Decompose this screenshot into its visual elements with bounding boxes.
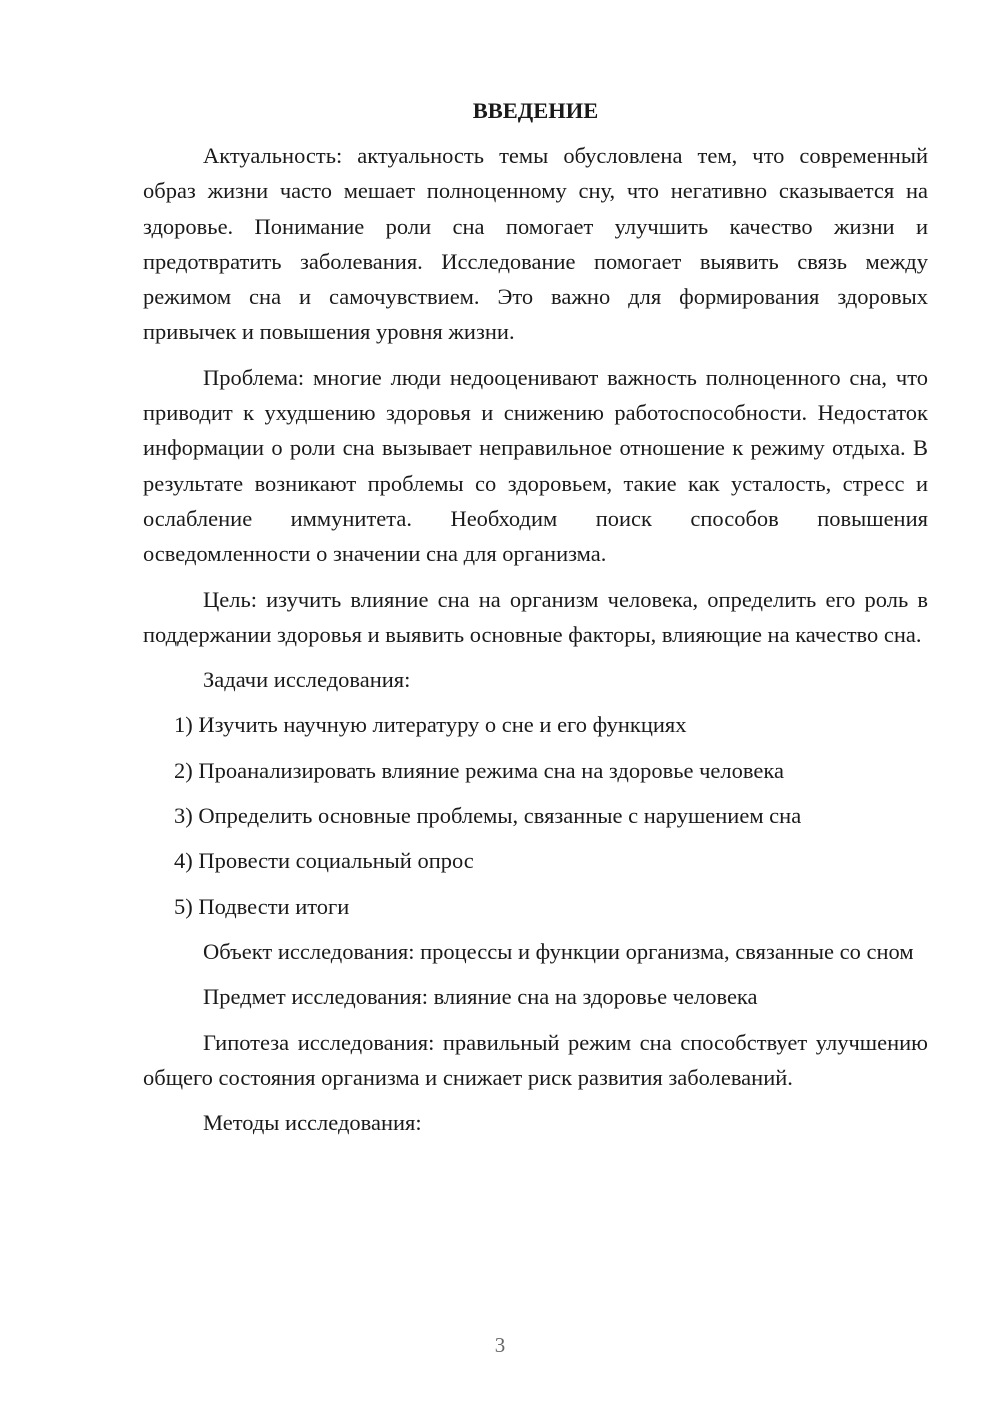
subject-paragraph: Предмет исследования: влияние сна на здоровье человека <box>203 984 758 1010</box>
tasks-list <box>143 707 928 923</box>
page-title: ВВЕДЕНИЕ <box>472 98 599 123</box>
problem-paragraph: Проблема: многие люди недооценивают важность полноценного сна, что приводит к ухудшению здоровья и снижению работоспособности. Недостаток информации о роли сна вызывает неправильное отношение к режиму отдыха. В результате возникают проблемы со здоровьем, такие как усталость, стресс и ослабление иммунитета. Необходим поиск способов повышения осведомленности о значении сна для организма. <box>143 364 928 567</box>
page-content <box>143 96 928 1150</box>
goal-paragraph: Цель: изучить влияние сна на организм человека, определить его роль в поддержании здоровья и выявить основные факторы, влияющие на качество сна. <box>143 586 928 647</box>
tasks-heading: Задачи исследования: <box>203 667 411 693</box>
list-item: 5) Подвести итоги <box>174 893 350 919</box>
page-number: 3 <box>494 1333 506 1357</box>
methods-heading: Методы исследования: <box>203 1110 422 1136</box>
relevance-paragraph: Актуальность: актуальность темы обусловлена тем, что современный образ жизни часто мешает полноценному сну, что негативно сказывается на здоровье. Понимание роли сна помогает улучшить качество жизни и предотвратить заболевания. Исследование помогает выявить связь между режимом сна и самочувствием. Это важно для формирования здоровых привычек и повышения уровня жизни. <box>143 143 928 345</box>
list-item: 4) Провести социальный опрос <box>174 848 474 874</box>
list-item: 2) Проанализировать влияние режима сна на здоровье человека <box>174 757 784 783</box>
list-item: 3) Определить основные проблемы, связанные с нарушением сна <box>174 803 802 829</box>
object-paragraph: Объект исследования: процессы и функции организма, связанные со сном <box>203 938 914 964</box>
hypothesis-paragraph: Гипотеза исследования: правильный режим сна способствует улучшению общего состояния организма и снижает риск развития заболеваний. <box>143 1029 928 1090</box>
list-item: 1) Изучить научную литературу о сне и его функциях <box>174 712 687 738</box>
